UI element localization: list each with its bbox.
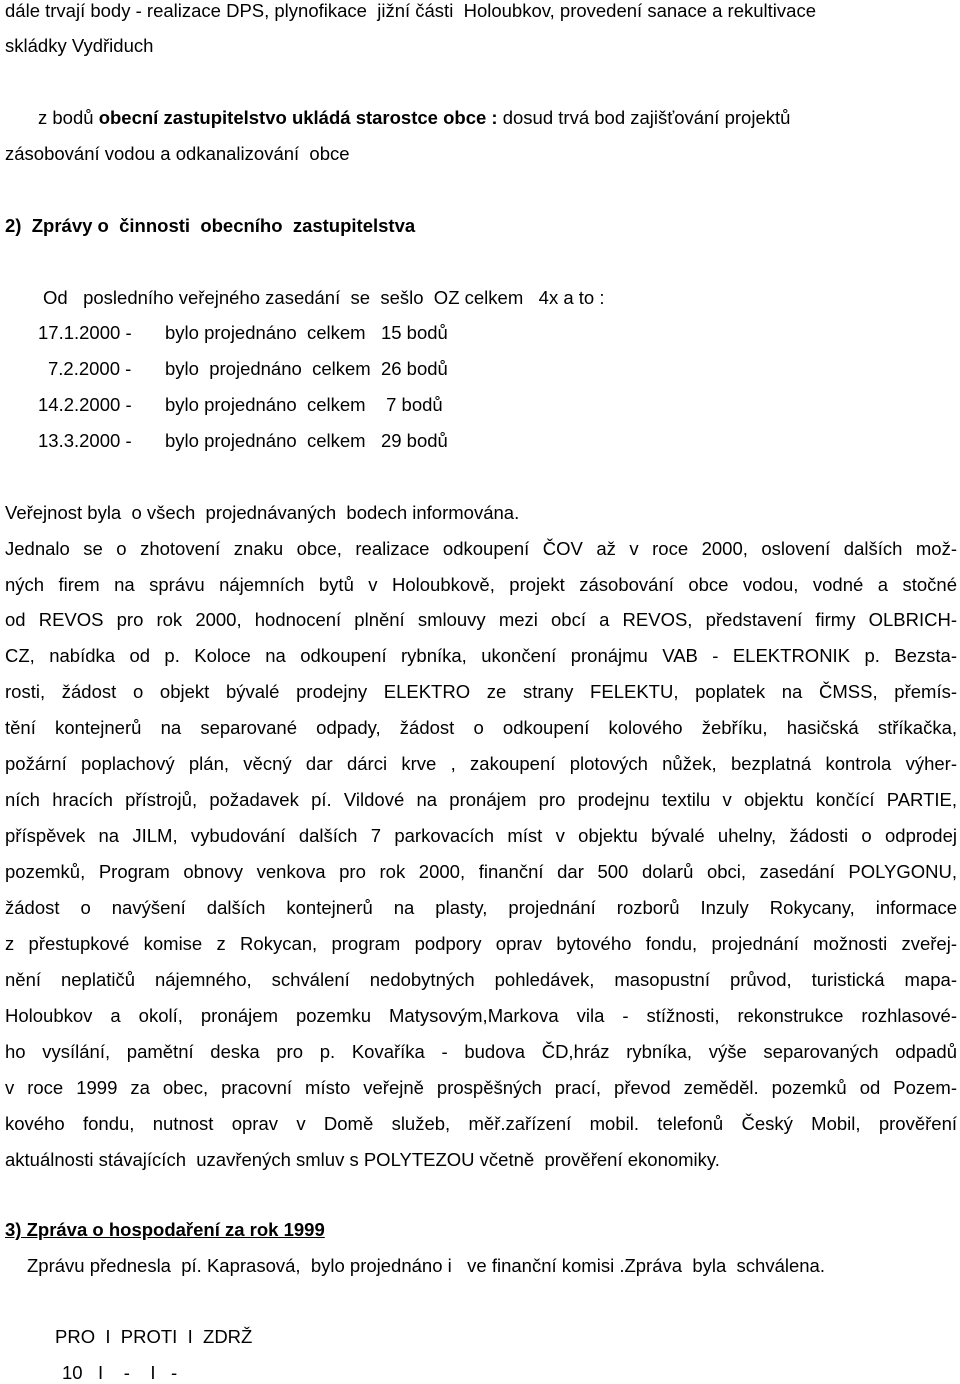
meeting-text: bylo projednáno celkem 29 bodů bbox=[165, 430, 448, 451]
task-rest: dosud trvá bod zajišťování projektů bbox=[497, 107, 791, 128]
paragraph-line: ních hracích přístrojů, požadavek pí. Vildové na pronájem pro prodejnu textilu v objektu končící PARTIE, bbox=[5, 789, 957, 810]
task-prefix: z bodů bbox=[38, 107, 99, 128]
meeting-date: 17.1.2000 - bbox=[38, 322, 132, 343]
task-line-1 bbox=[38, 107, 790, 129]
meeting-text: bylo projednáno celkem 7 bodů bbox=[165, 394, 443, 415]
meeting-date: 13.3.2000 - bbox=[38, 430, 132, 451]
paragraph-line: Holoubkov a okolí, pronájem pozemku Matysovým,Markova vila - stížnosti, rekonstrukce rozhlasové- bbox=[5, 1005, 957, 1026]
paragraph-line: aktuálnosti stávajících uzavřených smluv s POLYTEZOU včetně prověření ekonomiky. bbox=[5, 1149, 720, 1170]
paragraph-line: z přestupkové komise z Rokycan, program podpory oprav bytového fondu, projednání možnosti zveřej- bbox=[5, 933, 957, 954]
meeting-text: bylo projednáno celkem 26 bodů bbox=[165, 358, 448, 379]
meeting-date: 14.2.2000 - bbox=[38, 394, 132, 415]
section-3-text: Zprávu přednesla pí. Kaprasová, bylo projednáno i ve finanční komisi .Zpráva byla schválena. bbox=[27, 1255, 825, 1276]
paragraph-line: žádost o navýšení dalších kontejnerů na plasty, projednání rozborů Inzuly Rokycany, informace bbox=[5, 897, 957, 918]
task-bold: obecní zastupitelstvo ukládá starostce obce : bbox=[98, 107, 498, 128]
intro-line-2: skládky Vydřiduch bbox=[5, 35, 154, 56]
vote-values: 10 I - I - bbox=[62, 1362, 178, 1383]
paragraph-line: rosti, žádost o objekt bývalé prodejny ELEKTRO ze strany FELEKTU, poplatek na ČMSS, přemís- bbox=[5, 681, 957, 702]
section-3-heading: 3) Zpráva o hospodaření za rok 1999 bbox=[5, 1219, 325, 1240]
paragraph-line: ho vysílání, pamětní deska pro p. Kovaříka - budova ČD,hráz rybníka, výše separovaných odpadů bbox=[5, 1041, 957, 1062]
meetings-intro: Od posledního veřejného zasedání se sešlo OZ celkem 4x a to : bbox=[43, 287, 605, 308]
task-line-2: zásobování vodou a odkanalizování obce bbox=[5, 143, 350, 164]
paragraph-line: kového fondu, nutnost oprav v Domě služeb, měř.zařízení mobil. telefonů Český Mobil, prověření bbox=[5, 1113, 957, 1134]
paragraph-line: od REVOS pro rok 2000, hodnocení plnění smlouvy mezi obcí a REVOS, představení firmy OLBRICH- bbox=[5, 609, 957, 630]
intro-line-1: dále trvají body - realizace DPS, plynofikace jižní části Holoubkov, provedení sanace a rekultivace bbox=[5, 0, 816, 21]
paragraph-line: nění neplatičů nájemného, schválení nedobytných pohledávek, masopustní průvod, turistická mapa- bbox=[5, 969, 957, 990]
paragraph-line: v roce 1999 za obec, pracovní místo veřejně prospěšných prací, převod zeměděl. pozemků od Pozem- bbox=[5, 1077, 957, 1098]
paragraph-line: požární poplachový plán, věcný dar dárci krve , zakoupení plotových nůžek, bezplatná kontrola výher- bbox=[5, 753, 957, 774]
paragraph-line: příspěvek na JILM, vybudování dalších 7 parkovacích míst v objektu bývalé uhelny, žádosti o odprodej bbox=[5, 825, 957, 846]
paragraph-line: tění kontejnerů na separované odpady, žádost o odkoupení kolového žebříku, hasičská stříkačka, bbox=[5, 717, 957, 738]
meeting-text: bylo projednáno celkem 15 bodů bbox=[165, 322, 448, 343]
paragraph-line: ných firem na správu nájemních bytů v Holoubkově, projekt zásobování obce vodou, vodné a stočné bbox=[5, 574, 957, 595]
paragraph-line: CZ, nabídka od p. Koloce na odkoupení rybníka, ukončení pronájmu VAB - ELEKTRONIK p. Bezsta- bbox=[5, 645, 957, 666]
vote-header: PRO I PROTI I ZDRŽ bbox=[55, 1326, 253, 1347]
paragraph-line: Jednalo se o zhotovení znaku obce, realizace odkoupení ČOV až v roce 2000, oslovení dalších mož- bbox=[5, 538, 957, 559]
paragraph-line: pozemků, Program obnovy venkova pro rok 2000, finanční dar 500 dolarů obci, zasedání POLYGONU, bbox=[5, 861, 957, 882]
public-informed-note: Veřejnost byla o všech projednávaných bodech informována. bbox=[5, 502, 520, 523]
section-2-heading: 2) Zprávy o činnosti obecního zastupitelstva bbox=[5, 215, 416, 236]
meeting-date: 7.2.2000 - bbox=[48, 358, 132, 379]
